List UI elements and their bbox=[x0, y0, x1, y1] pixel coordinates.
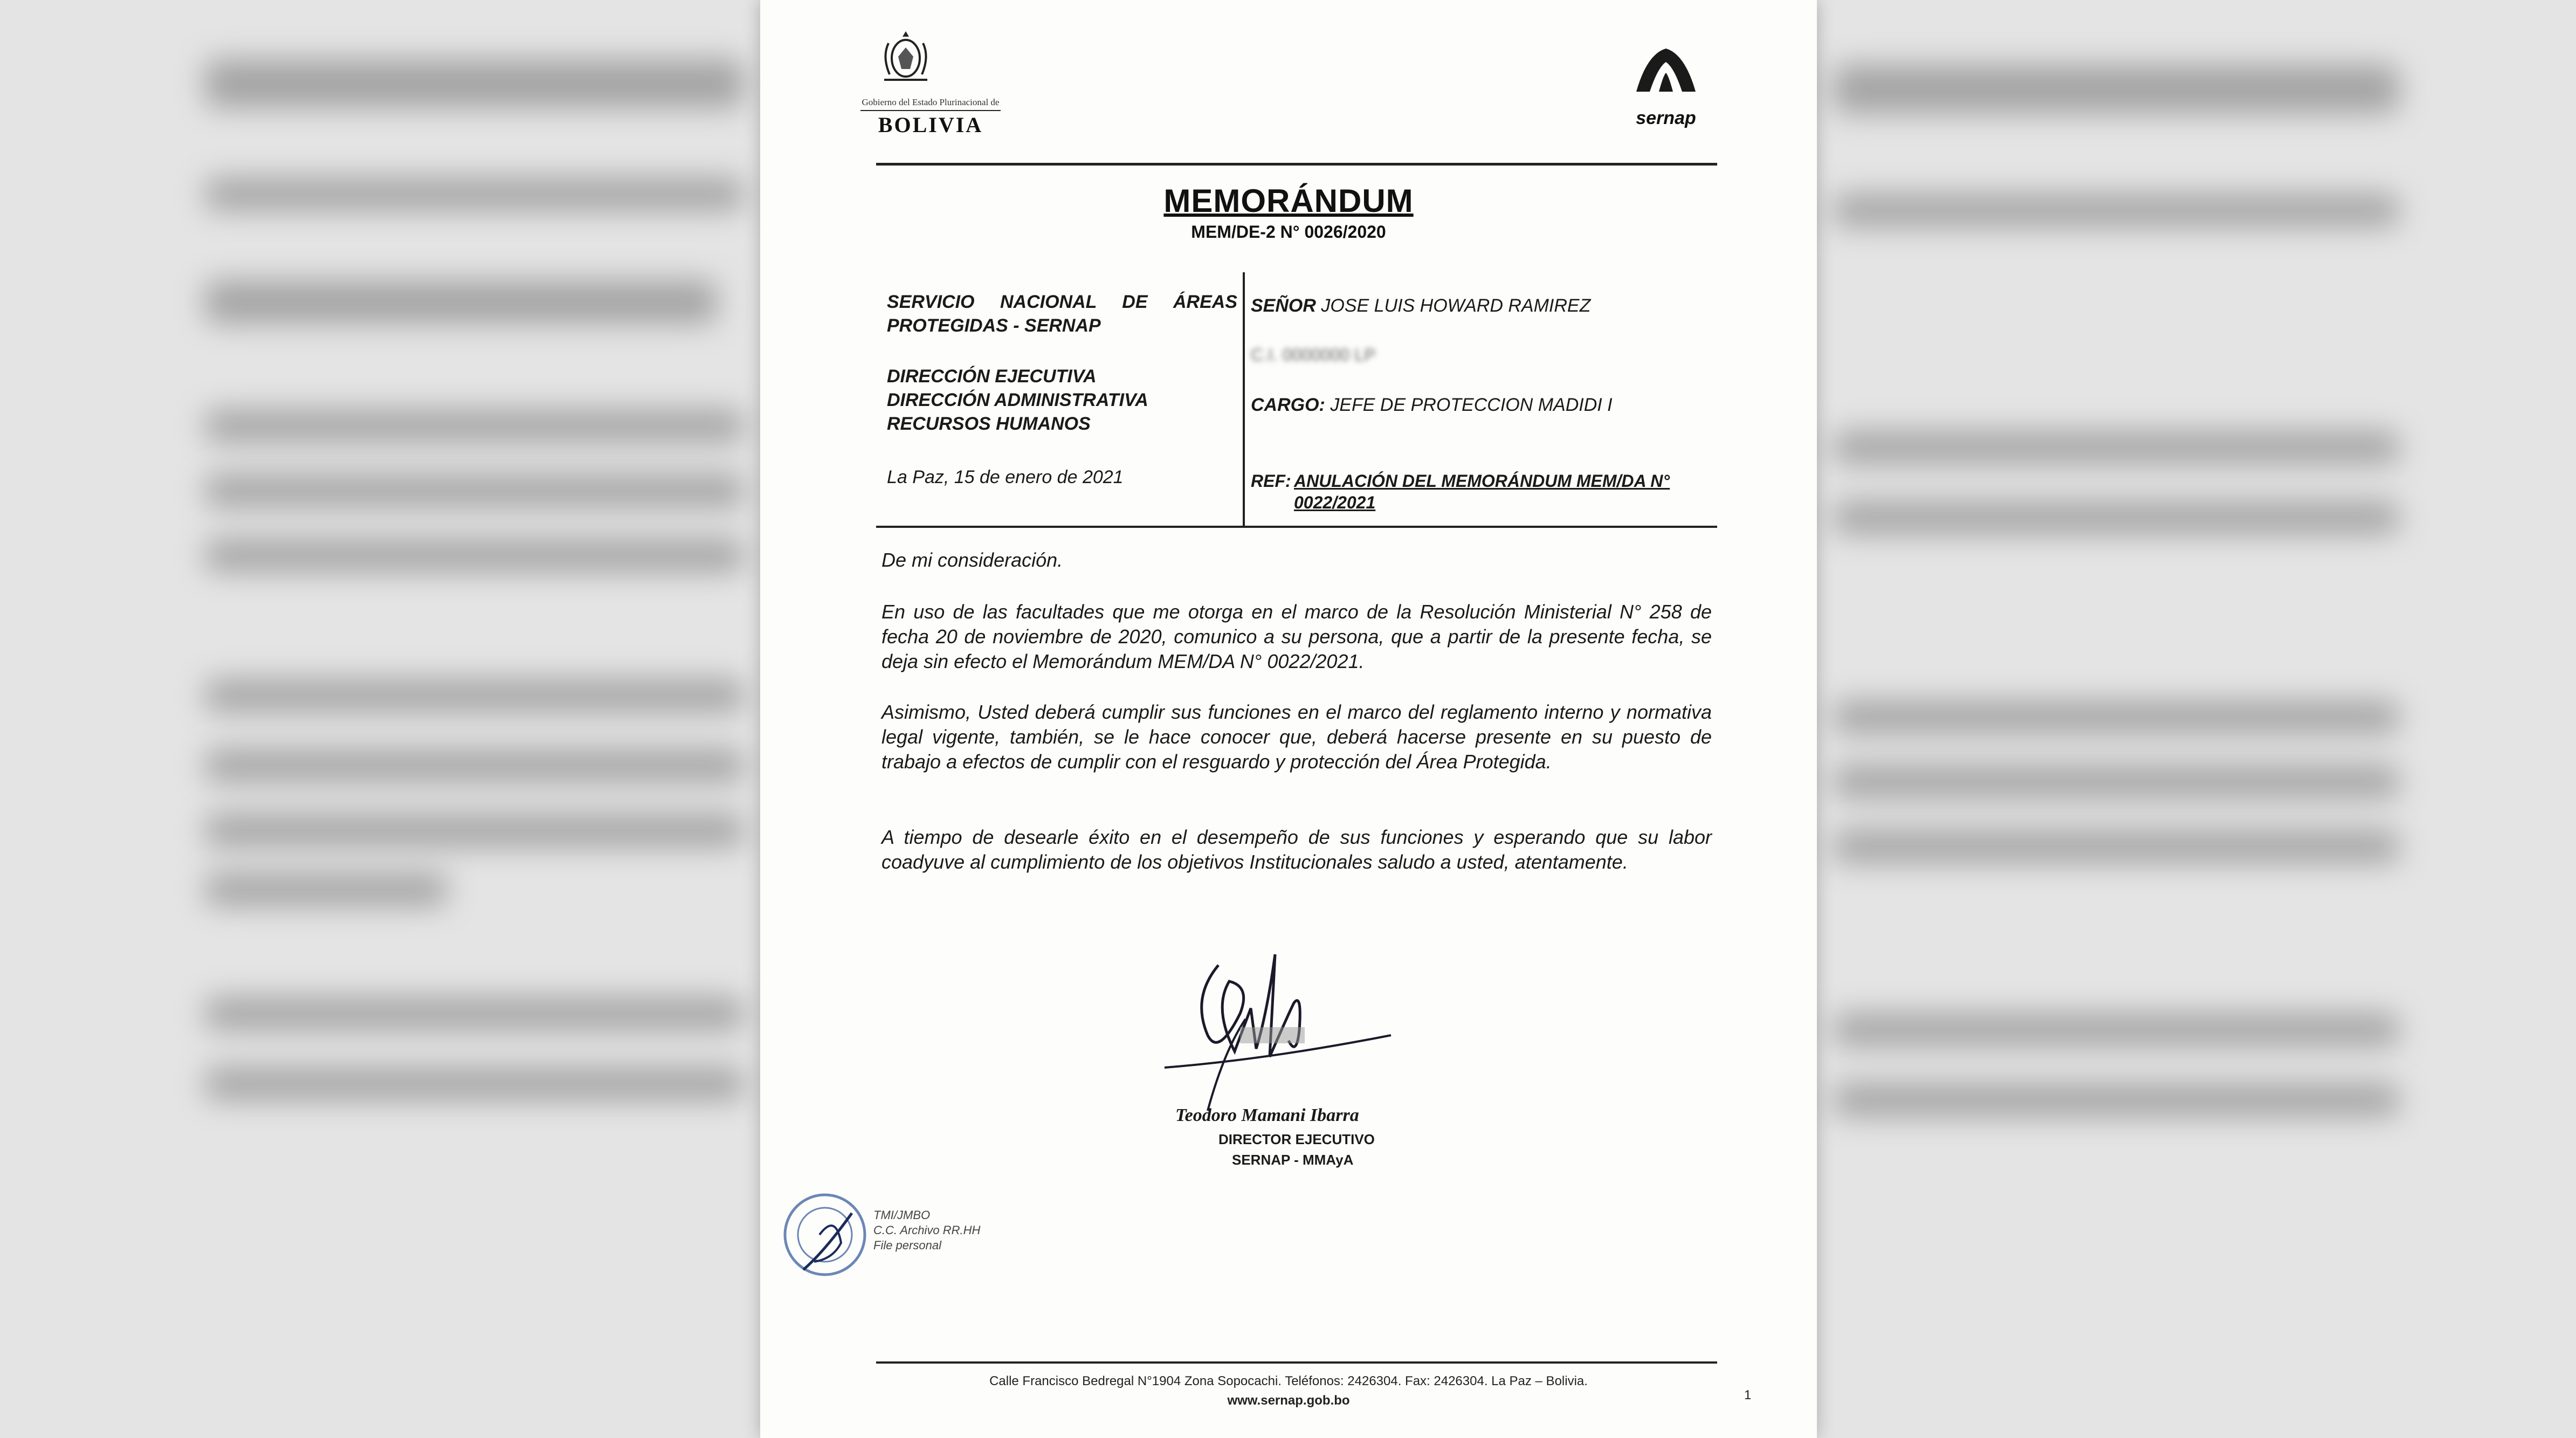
bg-blur-line bbox=[1833, 65, 2399, 113]
gov-line: Gobierno del Estado Plurinacional de bbox=[862, 97, 1000, 107]
signer-org: SERNAP - MMAyA bbox=[1232, 1152, 1354, 1168]
bg-blur-line bbox=[205, 679, 744, 712]
cc-initials: TMI/JMBO bbox=[873, 1208, 931, 1222]
sernap-logo-icon bbox=[1626, 43, 1706, 102]
memo-page bbox=[760, 0, 1817, 1438]
cargo-label: CARGO: bbox=[1251, 395, 1325, 415]
bg-blur-line bbox=[205, 814, 744, 847]
memo-number: MEM/DE-2 N° 0026/2020 bbox=[1191, 222, 1386, 242]
bg-blur-line bbox=[205, 59, 744, 108]
signer-role: DIRECTOR EJECUTIVO bbox=[1218, 1131, 1375, 1147]
paragraph-2: Asimismo, Usted deberá cumplir sus funciones en el marco del reglamento interno y normativa legal vigente, también, se le hace conocer que, deberá hacerse presente en su puesto de trabajo a efectos de cumplir con el resguardo y protección del Área Protegida. bbox=[881, 701, 1712, 773]
recipient bbox=[1251, 295, 1714, 317]
paragraph-3: A tiempo de desearle éxito en el desempeño de sus funciones y esperando que su labor coadyuve al cumplimiento de los objetivos Institucionales saludo a usted, atentamente. bbox=[881, 826, 1712, 873]
paragraph-1: En uso de las facultades que me otorga en el marco de la Resolución Ministerial N° 258 de fecha 20 de noviembre de 2020, comunico a su persona, que a partir de la presente fecha, se deja sin efecto el Memorándum MEM/DA N° 0022/2021. bbox=[881, 601, 1712, 672]
signer-name: Teodoro Mamani Ibarra bbox=[1175, 1105, 1359, 1125]
dept-line-3: RECURSOS HUMANOS bbox=[887, 414, 1091, 434]
recipient-salutation: SEÑOR bbox=[1251, 295, 1316, 316]
address-block-rule bbox=[876, 526, 1717, 528]
bg-blur-line bbox=[1833, 194, 2399, 226]
bg-blur-line bbox=[1833, 766, 2399, 798]
official-stamp-icon bbox=[782, 1192, 868, 1278]
ref-line-2: 0022/2021 bbox=[1294, 493, 1376, 512]
bg-blur-line bbox=[1833, 830, 2399, 863]
bg-blur-line bbox=[1833, 1014, 2399, 1046]
bg-blur-line bbox=[1833, 431, 2399, 464]
bolivia-coat-of-arms-icon bbox=[879, 27, 933, 86]
recipient-name: JOSE LUIS HOWARD RAMIREZ bbox=[1321, 295, 1591, 316]
header-rule bbox=[876, 163, 1717, 166]
sernap-logo-text: sernap bbox=[1636, 108, 1696, 128]
bg-blur-line bbox=[205, 539, 744, 572]
page-number: 1 bbox=[1744, 1388, 1752, 1402]
bg-blur-line bbox=[205, 410, 744, 442]
footer-rule bbox=[876, 1361, 1717, 1364]
bg-blur-line bbox=[1833, 701, 2399, 733]
dept-line-2: DIRECCIÓN ADMINISTRATIVA bbox=[887, 390, 1148, 410]
bg-blur-line bbox=[205, 1068, 744, 1100]
bg-blur-line bbox=[205, 178, 744, 210]
recipient-id-redacted: C.I. 0000000 LP bbox=[1251, 345, 1376, 364]
column-divider bbox=[1243, 272, 1245, 526]
institution-line-1: SERVICIO NACIONAL DE ÁREAS bbox=[887, 292, 1237, 312]
country-name: BOLIVIA bbox=[878, 113, 983, 137]
memo-title: MEMORÁNDUM bbox=[1163, 183, 1414, 219]
recipient-cargo bbox=[1251, 395, 1714, 416]
bg-blur-line bbox=[205, 749, 744, 782]
ref-line-1: ANULACIÓN DEL MEMORÁNDUM MEM/DA N° bbox=[1294, 471, 1670, 491]
institution-line-2: PROTEGIDAS - SERNAP bbox=[887, 315, 1101, 336]
greeting: De mi consideración. bbox=[881, 549, 1063, 571]
bg-blur-line bbox=[205, 873, 447, 906]
footer-address: Calle Francisco Bedregal N°1904 Zona Sopocachi. Teléfonos: 2426304. Fax: 2426304. La Paz – Bolivia. bbox=[989, 1374, 1588, 1388]
bg-blur-line bbox=[205, 474, 744, 507]
footer-website: www.sernap.gob.bo bbox=[1227, 1393, 1350, 1408]
cc-file: File personal bbox=[873, 1239, 941, 1252]
bg-blur-line bbox=[205, 997, 744, 1030]
dept-line-1: DIRECCIÓN EJECUTIVA bbox=[887, 366, 1097, 387]
logo-divider bbox=[860, 110, 1001, 111]
bg-blur-line bbox=[1833, 1084, 2399, 1116]
bg-blur-line bbox=[205, 280, 717, 324]
memo-date: La Paz, 15 de enero de 2021 bbox=[887, 467, 1124, 487]
bg-blur-line bbox=[1833, 501, 2399, 534]
cc-archive: C.C. Archivo RR.HH bbox=[873, 1223, 981, 1237]
cargo-value: JEFE DE PROTECCION MADIDI I bbox=[1330, 395, 1613, 415]
ref-label: REF: bbox=[1251, 471, 1291, 491]
